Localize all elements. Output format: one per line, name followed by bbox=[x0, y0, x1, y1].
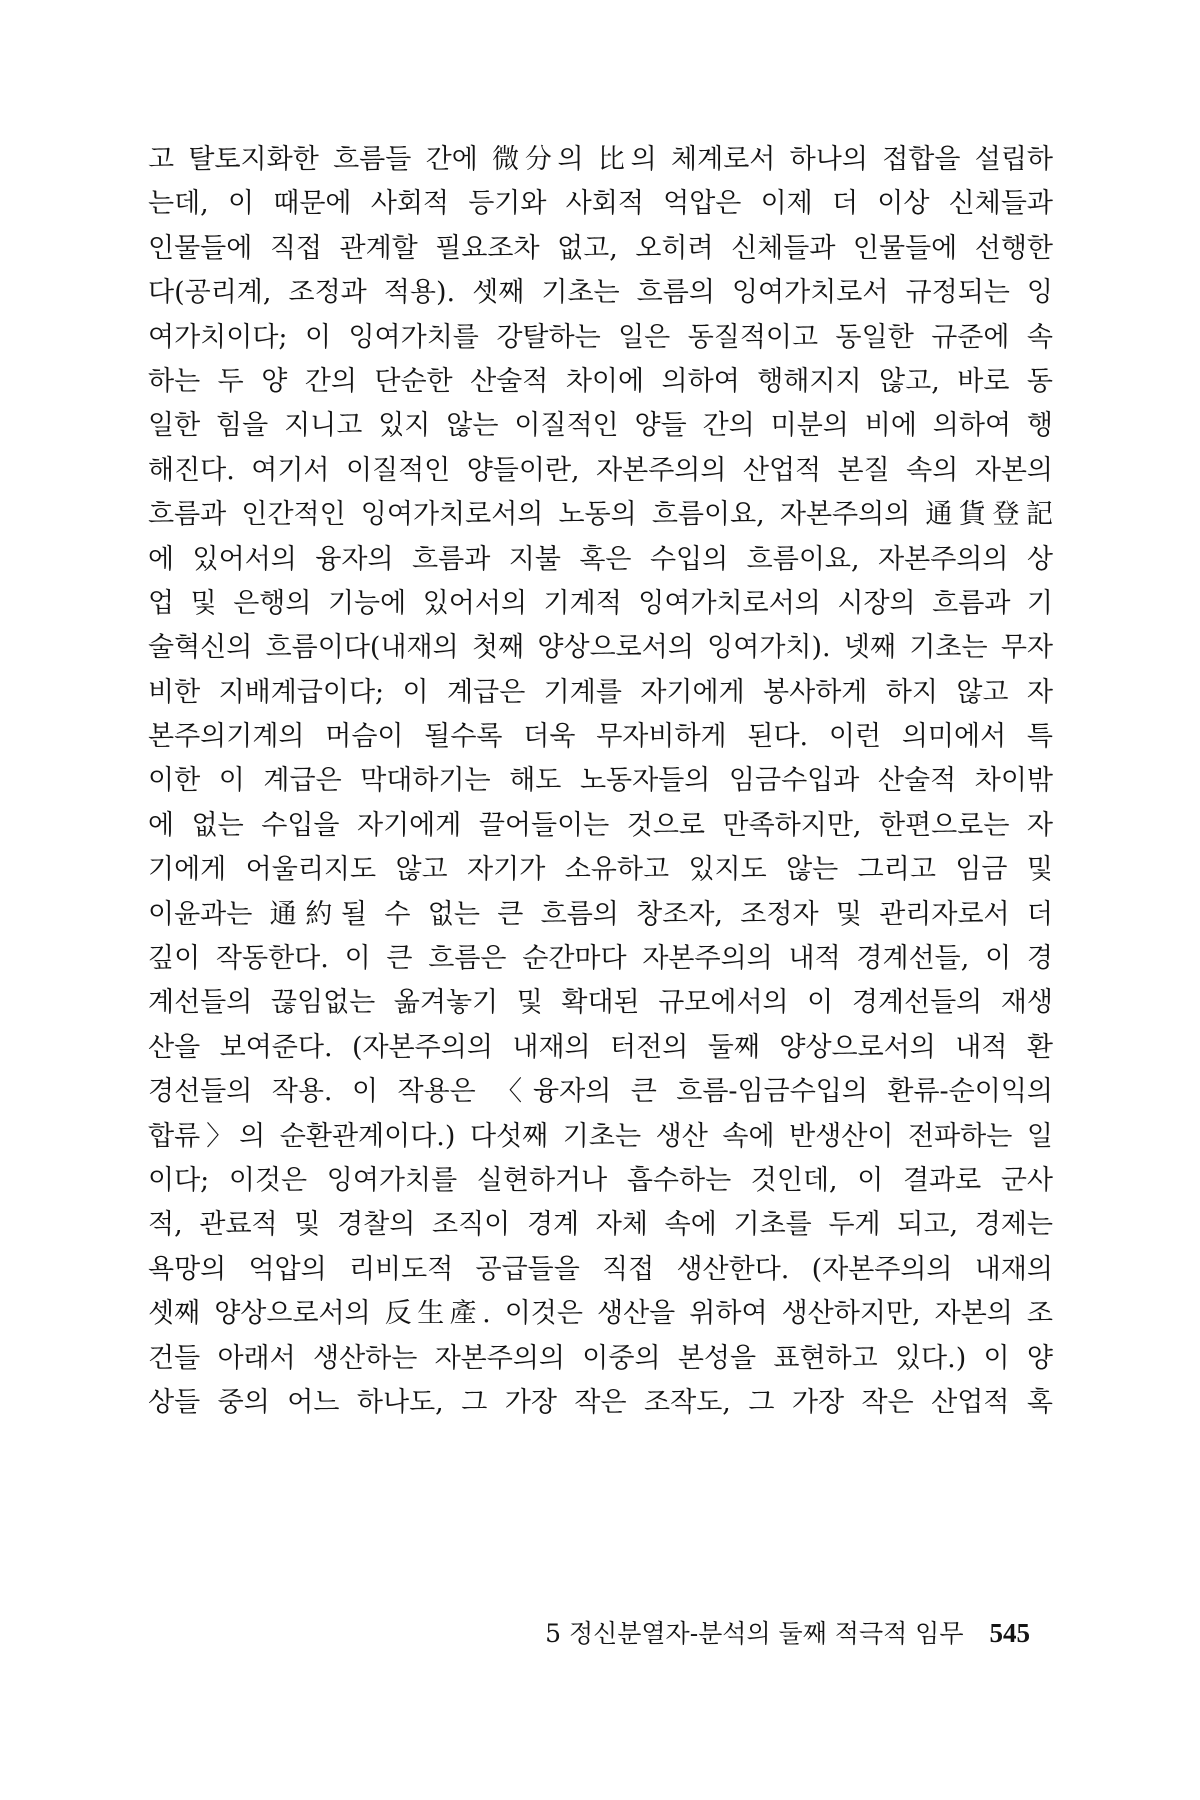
text-line: 본주의기계의 머슴이 될수록 더욱 무자비하게 된다. 이런 의미에서 특 bbox=[148, 721, 1053, 753]
text-line: 계선들의 끊임없는 옮겨놓기 및 확대된 규모에서의 이 경계선들의 재생 bbox=[148, 987, 1053, 1019]
text-line: 셋째 양상으로서의 反生產. 이것은 생산을 위하여 생산하지만, 자본의 조 bbox=[148, 1298, 1053, 1330]
text-line: 깊이 작동한다. 이 큰 흐름은 순간마다 자본주의의 내적 경계선들, 이 경 bbox=[148, 943, 1053, 975]
text-line: 경선들의 작용. 이 작용은 〈융자의 큰 흐름-임금수입의 환류-순이익의 bbox=[148, 1076, 1053, 1108]
text-line: 비한 지배계급이다; 이 계급은 기계를 자기에게 봉사하게 하지 않고 자 bbox=[148, 676, 1053, 708]
text-line: 욕망의 억압의 리비도적 공급들을 직접 생산한다. (자본주의의 내재의 bbox=[148, 1253, 1053, 1285]
text-line: 에 없는 수입을 자기에게 끌어들이는 것으로 만족하지만, 한편으로는 자 bbox=[148, 809, 1053, 841]
text-line: 에 있어서의 융자의 흐름과 지불 혹은 수입의 흐름이요, 자본주의의 상 bbox=[148, 543, 1053, 575]
text-line: 다(공리계, 조정과 적용). 셋째 기초는 흐름의 잉여가치로서 규정되는 잉 bbox=[148, 277, 1053, 309]
text-line: 하는 두 양 간의 단순한 산술적 차이에 의하여 행해지지 않고, 바로 동 bbox=[148, 365, 1053, 397]
text-line: 적, 관료적 및 경찰의 조직이 경계 자체 속에 기초를 두게 되고, 경제는 bbox=[148, 1209, 1053, 1241]
text-line: 고 탈토지화한 흐름들 간에 微分의 比의 체계로서 하나의 접합을 설립하 bbox=[148, 144, 1053, 175]
text-line: 는데, 이 때문에 사회적 등기와 사회적 억압은 이제 더 이상 신체들과 bbox=[148, 188, 1053, 220]
running-head: 5 정신분열자-분석의 둘째 적극적 임무 bbox=[545, 1619, 964, 1648]
text-line: 해진다. 여기서 이질적인 양들이란, 자본주의의 산업적 본질 속의 자본의 bbox=[148, 454, 1053, 486]
text-line: 합류〉의 순환관계이다.) 다섯째 기초는 생산 속에 반생산이 전파하는 일 bbox=[148, 1120, 1053, 1152]
text-line: 술혁신의 흐름이다(내재의 첫째 양상으로서의 잉여가치). 넷째 기초는 무자 bbox=[148, 632, 1053, 664]
text-line: 이윤과는 通約될 수 없는 큰 흐름의 창조자, 조정자 및 관리자로서 더 bbox=[148, 898, 1053, 930]
text-line: 흐름과 인간적인 잉여가치로서의 노동의 흐름이요, 자본주의의 通貨登記 bbox=[148, 499, 1053, 531]
text-line: 여가치이다; 이 잉여가치를 강탈하는 일은 동질적이고 동일한 규준에 속 bbox=[148, 321, 1053, 353]
text-line: 건들 아래서 생산하는 자본주의의 이중의 본성을 표현하고 있다.) 이 양 bbox=[148, 1342, 1053, 1374]
text-line: 업 및 은행의 기능에 있어서의 기계적 잉여가치로서의 시장의 흐름과 기 bbox=[148, 587, 1053, 619]
body-text bbox=[148, 138, 1053, 1425]
text-line: 인물들에 직접 관계할 필요조차 없고, 오히려 신체들과 인물들에 선행한 bbox=[148, 232, 1053, 264]
text-line: 이다; 이것은 잉여가치를 실현하거나 흡수하는 것인데, 이 결과로 군사 bbox=[148, 1164, 1053, 1196]
page-footer bbox=[545, 1615, 1030, 1651]
text-line: 산을 보여준다. (자본주의의 내재의 터전의 둘째 양상으로서의 내적 환 bbox=[148, 1031, 1053, 1063]
text-line: 이한 이 계급은 막대하기는 해도 노동자들의 임금수입과 산술적 차이밖 bbox=[148, 765, 1053, 797]
text-line: 일한 힘을 지니고 있지 않는 이질적인 양들 간의 미분의 비에 의하여 행 bbox=[148, 410, 1053, 442]
text-line: 기에게 어울리지도 않고 자기가 소유하고 있지도 않는 그리고 임금 및 bbox=[148, 854, 1053, 886]
page-number: 545 bbox=[989, 1618, 1030, 1648]
text-line: 상들 중의 어느 하나도, 그 가장 작은 조작도, 그 가장 작은 산업적 혹 bbox=[148, 1386, 1053, 1418]
